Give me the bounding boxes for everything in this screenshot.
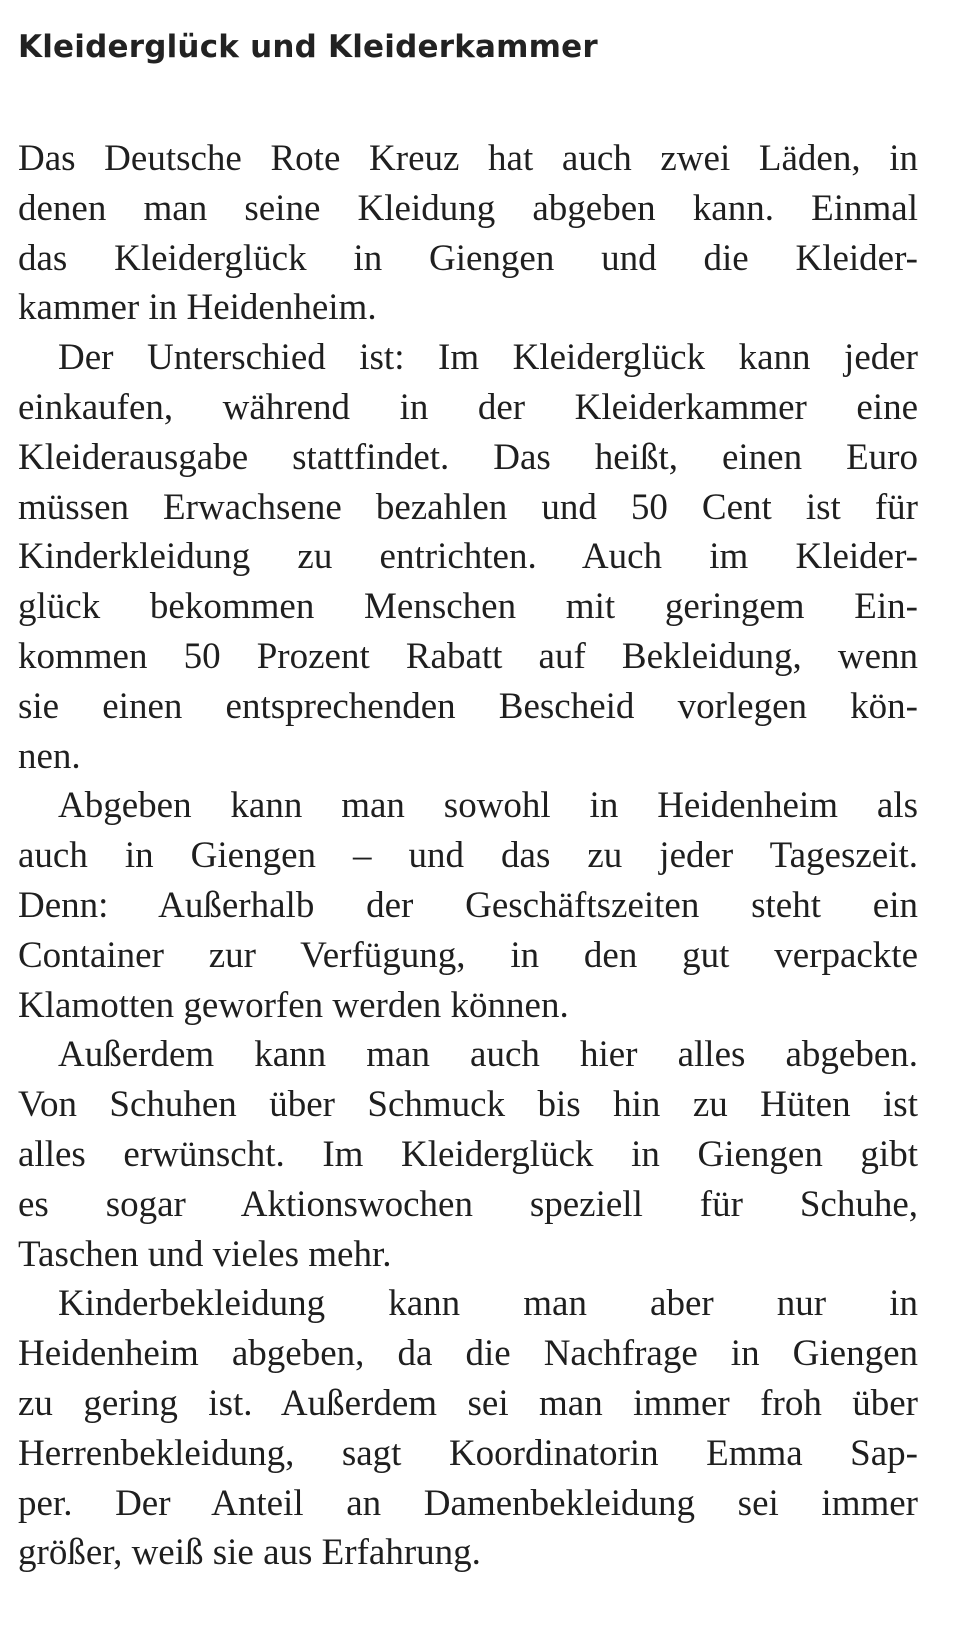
paragraph-line: Kinderbekleidung kann man aber nur in (58, 1283, 918, 1325)
paragraph-line: Kleiderausgabe stattfindet. Das heißt, einen Euro (18, 436, 918, 478)
paragraph-5 (18, 1279, 918, 1578)
paragraph-line: per. Der Anteil an Damenbekleidung sei immer (18, 1482, 918, 1524)
paragraph-line: alles erwünscht. Im Kleiderglück in Giengen gibt (18, 1133, 918, 1175)
paragraph-line: Heidenheim abgeben, da die Nachfrage in Giengen (18, 1333, 918, 1375)
paragraph-line: nen. (18, 735, 81, 777)
paragraph-line: einkaufen, während in der Kleiderkammer eine (18, 386, 918, 428)
paragraph-line: Denn: Außerhalb der Geschäftszeiten steht ein (18, 884, 918, 926)
paragraph-line: Herrenbekleidung, sagt Koordinatorin Emma Sap- (18, 1432, 918, 1474)
paragraph-line: auch in Giengen – und das zu jeder Tageszeit. (18, 835, 918, 877)
paragraph-line: kammer in Heidenheim. (18, 287, 377, 329)
paragraph-4 (18, 1030, 918, 1279)
paragraph-line: Container zur Verfügung, in den gut verpackte (18, 934, 918, 976)
paragraph-3 (18, 781, 918, 1030)
paragraph-1 (18, 134, 918, 333)
paragraph-line: Von Schuhen über Schmuck bis hin zu Hüten ist (18, 1084, 918, 1126)
paragraph-line: Der Unterschied ist: Im Kleiderglück kann jeder (58, 337, 918, 379)
paragraph-line: Das Deutsche Rote Kreuz hat auch zwei Läden, in (18, 138, 918, 179)
paragraph-line: Klamotten geworfen werden können. (18, 984, 569, 1026)
paragraph-line: kommen 50 Prozent Rabatt auf Bekleidung, wenn (18, 635, 918, 677)
paragraph-line: denen man seine Kleidung abgeben kann. Einmal (18, 187, 918, 229)
paragraph-line: es sogar Aktionswochen speziell für Schuhe, (18, 1183, 918, 1225)
paragraph-line: sie einen entsprechenden Bescheid vorlegen kön- (18, 685, 918, 727)
paragraph-line: größer, weiß sie aus Erfahrung. (18, 1532, 481, 1574)
paragraph-line: Kinderkleidung zu entrichten. Auch im Kleider- (18, 536, 918, 578)
paragraph-line: das Kleiderglück in Giengen und die Kleider- (18, 237, 918, 279)
paragraph-2 (18, 333, 918, 781)
article (18, 22, 918, 1578)
paragraph-line: Außerdem kann man auch hier alles abgeben. (58, 1034, 918, 1076)
paragraph-line: glück bekommen Menschen mit geringem Ein- (18, 586, 918, 628)
article-title: Kleiderglück und Kleiderkammer (18, 29, 598, 65)
paragraph-line: Taschen und vieles mehr. (18, 1233, 392, 1275)
paragraph-line: Abgeben kann man sowohl in Heidenheim als (58, 785, 918, 827)
article-body (18, 134, 918, 1578)
paragraph-line: müssen Erwachsene bezahlen und 50 Cent ist für (18, 486, 918, 528)
paragraph-line: zu gering ist. Außerdem sei man immer froh über (18, 1382, 918, 1424)
